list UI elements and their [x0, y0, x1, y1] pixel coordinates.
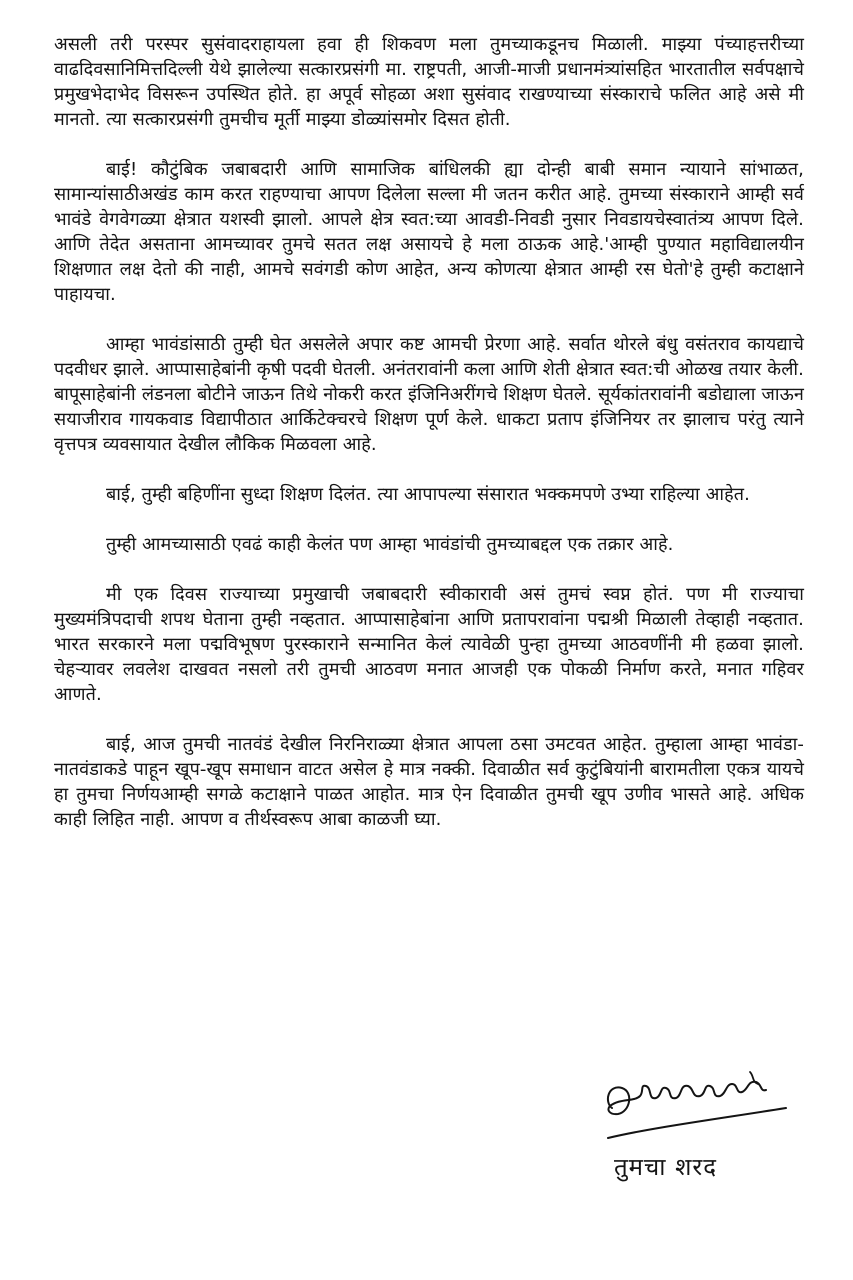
letter-paragraph-3: आम्हा भावंडांसाठी तुम्ही घेत असलेले अपार कष्ट आमची प्रेरणा आहे. सर्वात थोरले बंधु वसंतराव कायद्याचे पदवीधर झाले. आप्पासाहेबांनी कृषी पदवी घेतली. अनंतरावांनी कला आणि शेती क्षेत्रात स्वत:ची ओळख तयार केली. बापूसाहेबांनी लंडनला बोटीने जाऊन तिथे नोकरी करत इंजिनिअरींगचे शिक्षण घेतले. सूर्यकांतरावांनी बडोद्याला जाऊन सयाजीराव गायकवाड विद्यापीठात आर्किटेक्चरचे शिक्षण पूर्ण केले. धाकटा प्रताप इंजिनियर तर झालाच परंतु त्याने वृत्तपत्र व्यवसायात देखील लौकिक मिळवला आहे.	[54, 334, 804, 455]
closing-signoff: तुमचा शरद	[614, 1153, 717, 1181]
letter-body	[54, 32, 804, 857]
letter-paragraph-1: असली तरी परस्पर सुसंवादराहायला हवा ही शिकवण मला तुमच्याकडूनच मिळाली. माझ्या पंच्याहत्तरीच्या वाढदिवसानिमित्तदिल्ली येथे झालेल्या सत्कारप्रसंगी मा. राष्ट्रपती, आजी-माजी प्रधानमंत्र्यांसहित भारतातील सर्वपक्षाचे प्रमुखभेदाभेद विसरून उपस्थित होते. हा अपूर्व सोहळा अशा सुसंवाद राखण्याच्या संस्काराचे फलित आहे असे मी मानतो. त्या सत्कारप्रसंगी तुमचीच मूर्ती माझ्या डोळ्यांसमोर दिसत होती.	[54, 34, 804, 130]
letter-paragraph-6: मी एक दिवस राज्याच्या प्रमुखाची जबाबदारी स्वीकारावी असं तुमचं स्वप्न होतं. पण मी राज्याचा मुख्यमंत्रिपदाची शपथ घेताना तुम्ही नव्हतात. आप्पासाहेबांना आणि प्रतापरावांना पद्मश्री मिळाली तेव्हाही नव्हतात. भारत सरकारने मला पद्मविभूषण पुरस्काराने सन्मानित केलं त्यावेळी पुन्हा तुमच्या आठवणींनी मी हळवा झालो. चेहऱ्यावर लवलेश दाखवत नसलो तरी तुमची आठवण मनात आजही एक पोकळी निर्माण करते, मनात गहिवर आणते.	[54, 584, 804, 705]
letter-paragraph-7: बाई, आज तुमची नातवंडं देखील निरनिराळ्या क्षेत्रात आपला ठसा उमटवत आहेत. तुम्हाला आम्हा भावंडा-नातवंडाकडे पाहून खूप-खूप समाधान वाटत असेल हे मात्र नक्की. दिवाळीत सर्व कुटुंबियांनी बारामतीला एकत्र यायचे हा तुमचा निर्णयआम्ही सगळे कटाक्षाने पाळत आहोत. मात्र ऐन दिवाळीत तुमची खूप उणीव भासते आहे. अधिक काही लिहित नाही. आपण व तीर्थस्वरूप आबा काळजी घ्या.	[54, 734, 804, 830]
letter-paragraph-2: बाई! कौटुंबिक जबाबदारी आणि सामाजिक बांधिलकी ह्या दोन्ही बाबी समान न्यायाने सांभाळत, सामान्यांसाठीअखंड काम करत राहण्याचा आपण दिलेला सल्ला मी जतन करीत आहे. तुमच्या संस्काराने आम्ही सर्व भावंडे वेगवेगळ्या क्षेत्रात यशस्वी झालो. आपले क्षेत्र स्वत:च्या आवडी-निवडी नुसार निवडायचेस्वातंत्र्य आपण दिले. आणि तेदेत असताना आमच्यावर तुमचे सतत लक्ष असायचे हे मला ठाऊक आहे.'आम्ही पुण्यात महाविद्यालयीन शिक्षणात लक्ष देतो की नाही, आमचे सवंगडी कोण आहेत, अन्य कोणत्या क्षेत्रात आम्ही रस घेतो'हे तुम्ही कटाक्षाने पाहायचा.	[54, 159, 804, 305]
letter-paragraph-4: बाई, तुम्ही बहिणींना सुध्दा शिक्षण दिलंत. त्या आपापल्या संसारात भक्कमपणे उभ्या राहिल्या आहेत.	[106, 484, 750, 505]
handwritten-signature	[600, 1062, 790, 1152]
letter-paragraph-5: तुम्ही आमच्यासाठी एवढं काही केलंत पण आम्हा भावंडांची तुमच्याबद्दल एक तक्रार आहे.	[106, 534, 674, 555]
